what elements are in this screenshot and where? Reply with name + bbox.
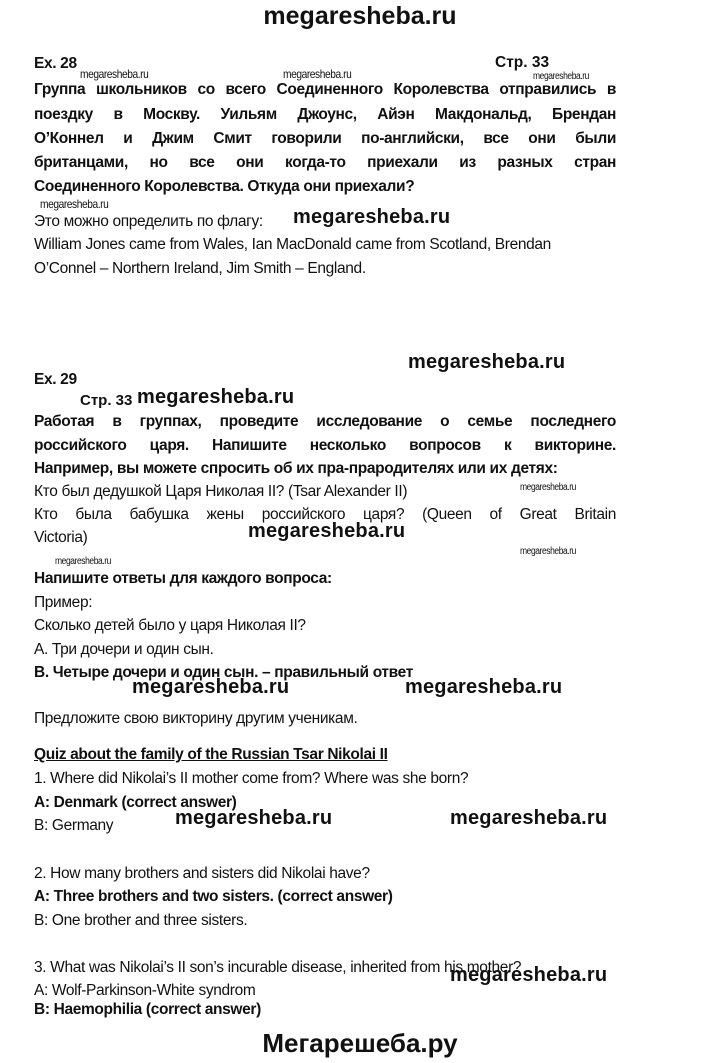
ex28-task-line: поездку в Москву. Уильям Джоунс, Айэн Макдональд, Брендан xyxy=(34,106,616,123)
example-label: Пример: xyxy=(34,594,93,611)
ex28-task-line: Соединенного Королевства. Откуда они приехали? xyxy=(34,178,415,195)
watermark: megaresheba.ru xyxy=(137,386,295,408)
watermark: megaresheba.ru xyxy=(40,197,109,211)
answers-heading: Напишите ответы для каждого вопроса: xyxy=(34,570,332,587)
quiz-answer-correct: B: Haemophilia (correct answer) xyxy=(34,1001,261,1018)
watermark: megaresheba.ru xyxy=(533,71,589,82)
ex28-answer-line: O’Connel – Northern Ireland, Jim Smith – England. xyxy=(34,260,366,277)
watermark: megaresheba.ru xyxy=(283,67,352,81)
watermark: megaresheba.ru xyxy=(405,676,563,698)
quiz-answer-correct: A: Three brothers and two sisters. (correct answer) xyxy=(34,888,393,905)
ex29-page: Стр. 33 xyxy=(80,392,133,409)
ex28-task-line: британцами, но все они когда-то приехали из разных стран xyxy=(34,154,616,171)
ex29-task-line: Работая в группах, проведите исследование о семье последнего xyxy=(34,413,616,430)
ex29-label: Ex. 29 xyxy=(34,371,77,388)
watermark: megaresheba.ru xyxy=(175,807,333,829)
suggest-text: Предложите свою викторину другим ученикам. xyxy=(34,710,358,727)
watermark: megaresheba.ru xyxy=(450,964,608,986)
ex29-example: Victoria) xyxy=(34,529,88,546)
watermark: megaresheba.ru xyxy=(520,482,576,493)
watermark: megaresheba.ru xyxy=(450,807,608,829)
ex29-task-line: Например, вы можете спросить об их пра-прародителях или их детях: xyxy=(34,460,558,477)
quiz-question: 1. Where did Nikolai’s II mother come from? Where was she born? xyxy=(34,770,469,787)
quiz-answer: B: Germany xyxy=(34,817,114,834)
quiz-title: Quiz about the family of the Russian Tsar Nikolai II xyxy=(34,746,388,763)
watermark: megaresheba.ru xyxy=(408,351,566,373)
quiz-question: 2. How many brothers and sisters did Nikolai have? xyxy=(34,865,370,882)
watermark: megaresheba.ru xyxy=(80,67,149,81)
ex29-example: Кто был дедушкой Царя Николая II? (Tsar Alexander II) xyxy=(34,483,408,500)
site-header: megaresheba.ru xyxy=(263,2,457,30)
watermark: megaresheba.ru xyxy=(55,556,111,567)
ex28-intro: Это можно определить по флагу: xyxy=(34,213,263,230)
quiz-question: 3. What was Nikolai’s II son’s incurable disease, inherited from his mother? xyxy=(34,959,522,976)
watermark: megaresheba.ru xyxy=(248,520,406,542)
ex28-page: Стр. 33 xyxy=(495,54,550,71)
example-answer-a: А. Три дочери и один сын. xyxy=(34,641,214,658)
quiz-answer-correct: A: Denmark (correct answer) xyxy=(34,794,237,811)
watermark: megaresheba.ru xyxy=(132,676,290,698)
quiz-answer: B: One brother and three sisters. xyxy=(34,912,248,929)
quiz-answer: A: Wolf-Parkinson-White syndrom xyxy=(34,982,256,999)
watermark: megaresheba.ru xyxy=(520,546,576,557)
site-footer: Мегарешеба.ру xyxy=(262,1028,458,1058)
example-answer-b: В. Четыре дочери и один сын. – правильный ответ xyxy=(34,664,413,681)
example-question: Сколько детей было у царя Николая II? xyxy=(34,617,306,634)
ex28-task-line: Группа школьников со всего Соединенного Королевства отправились в xyxy=(34,81,616,98)
ex28-answer-line: William Jones came from Wales, Ian MacDonald came from Scotland, Brendan xyxy=(34,236,551,253)
watermark: megaresheba.ru xyxy=(293,206,451,228)
ex29-example: Кто была бабушка жены российского царя? (Queen of Great Britain xyxy=(34,506,616,523)
ex29-task-line: российского царя. Напишите несколько вопросов к викторине. xyxy=(34,437,616,454)
ex28-task-line: О’Коннел и Джим Смит говорили по-английски, все они были xyxy=(34,130,616,147)
ex28-label: Ex. 28 xyxy=(34,55,77,72)
